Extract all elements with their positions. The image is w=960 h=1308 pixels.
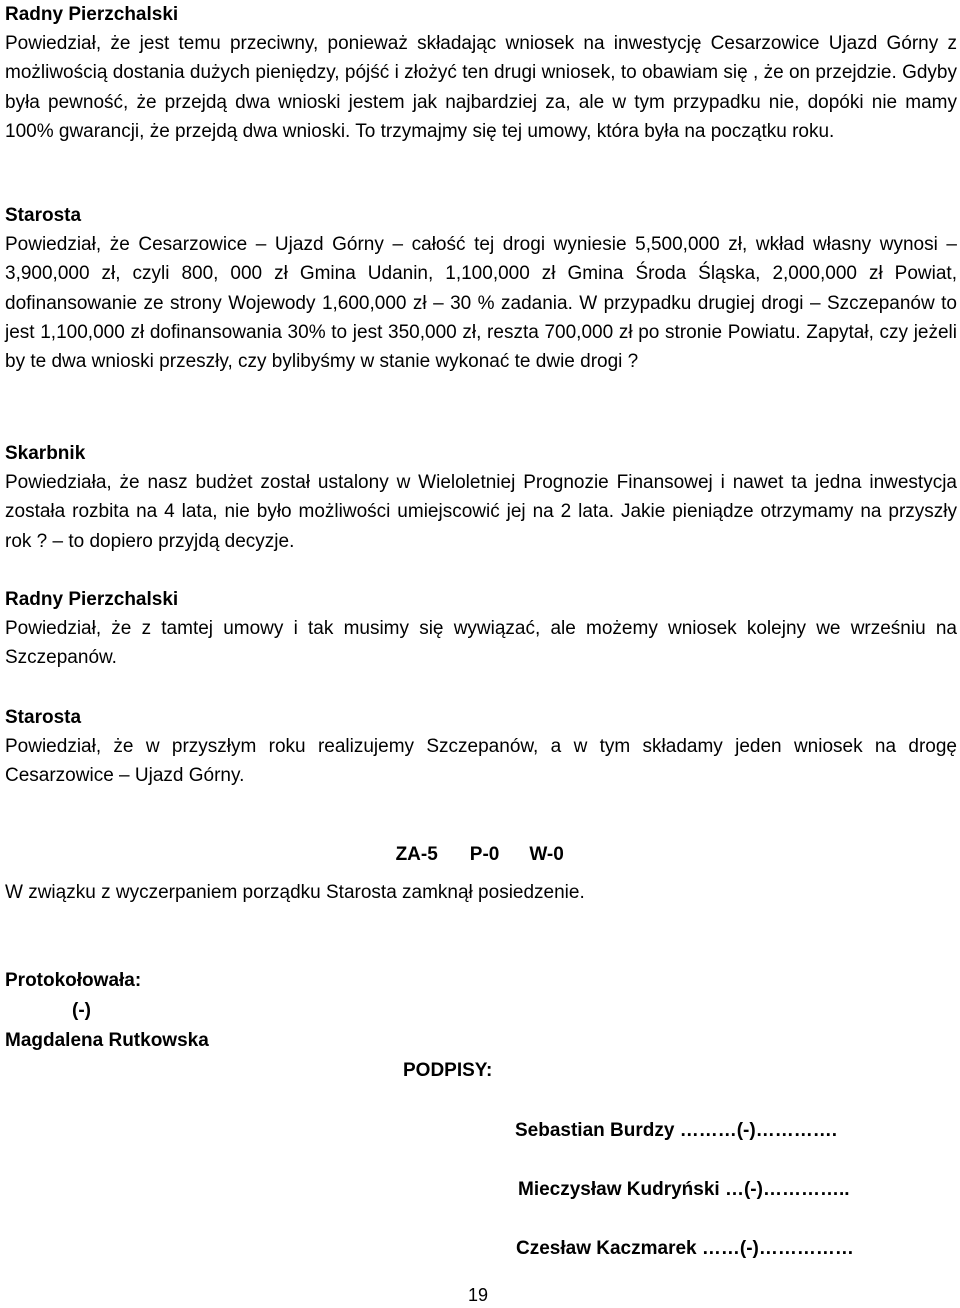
signature-line: Sebastian Burdzy ………(-)…………. [515,1120,837,1141]
speaker-statement: Powiedziała, że nasz budżet został ustalony w Wieloletniej Prognozie Finansowej i nawet ta jedna inwestycja została rozbita na 4 lata, nie było możliwości umiejscowić jej na 2 lata. Jakie pieniądze otrzymamy na przyszły rok ? – to dopiero przyjdą decyzje. [5,472,957,552]
speaker-block-1 [5,0,957,146]
vote-against: P-0 [469,844,500,865]
speaker-name: Radny Pierzchalski [5,4,179,25]
speaker-name: Starosta [5,205,82,226]
vote-result [385,822,564,866]
page-number: 19 [468,1285,489,1305]
speaker-statement: Powiedział, że z tamtej umowy i tak musimy się wywiązać, ale możemy wniosek kolejny we wrześniu na Szczepanów. [5,618,957,669]
protocol-recorder-name: Magdalena Rutkowska [5,1030,209,1051]
protocol-label: Protokołowała: [5,970,142,991]
closing-statement: W związku z wyczerpaniem porządku Starosta zamknął posiedzenie. [5,882,585,903]
signature-line: Mieczysław Kudryński …(-)………….. [518,1179,850,1200]
vote-abstain: W-0 [529,844,564,865]
speaker-block-3 [5,439,957,556]
speaker-name: Skarbnik [5,443,86,464]
speaker-statement: Powiedział, że jest temu przeciwny, ponieważ składając wniosek na inwestycję Cesarzowice Ujazd Górny z możliwością dostania dużych pieniędzy, pójść i złożyć ten drugi wniosek, to obawiam się , że on przejdzie. Gdyby była pewność, że przejdą dwa wnioski jestem jak najbardziej za, ale w tym przypadku nie, dopóki nie mamy 100% gwarancji, że przejdą dwa wnioski. To trzymajmy się tej umowy, która była na początku roku. [5,33,957,142]
speaker-block-4 [5,585,957,673]
speaker-block-5 [5,703,957,791]
speaker-statement: Powiedział, że Cesarzowice – Ujazd Górny – całość tej drogi wyniesie 5,500,000 zł, wkład własny wynosi – 3,900,000 zł, czyli 800, 000 zł Gmina Udanin, 1,100,000 zł Gmina Środa Śląska, 2,000,000 zł Powiat, dofinansowanie ze strony Wojewody 1,600,000 zł – 30 % zadania. W przypadku drugiej drogi – Szczepanów to jest 1,100,000 zł dofinansowania 30% to jest 350,000 zł, reszta 700,000 zł po stronie Powiatu. Zapytał, czy jeżeli by te dwa wnioski przeszły, czy bylibyśmy w stanie wykonać te dwie drogi ? [5,234,957,373]
signature-line: Czesław Kaczmarek ……(-)…………… [516,1238,854,1259]
speaker-name: Radny Pierzchalski [5,589,179,610]
speaker-statement: Powiedział, że w przyszłym roku realizujemy Szczepanów, a w tym składamy jeden wniosek na drogę Cesarzowice – Ujazd Górny. [5,736,957,787]
speaker-name: Starosta [5,707,82,728]
vote-for: ZA-5 [395,844,438,865]
signatures-heading: PODPISY: [403,1060,493,1081]
protocol-signature-mark: (-) [72,1000,91,1021]
speaker-block-2 [5,201,957,376]
